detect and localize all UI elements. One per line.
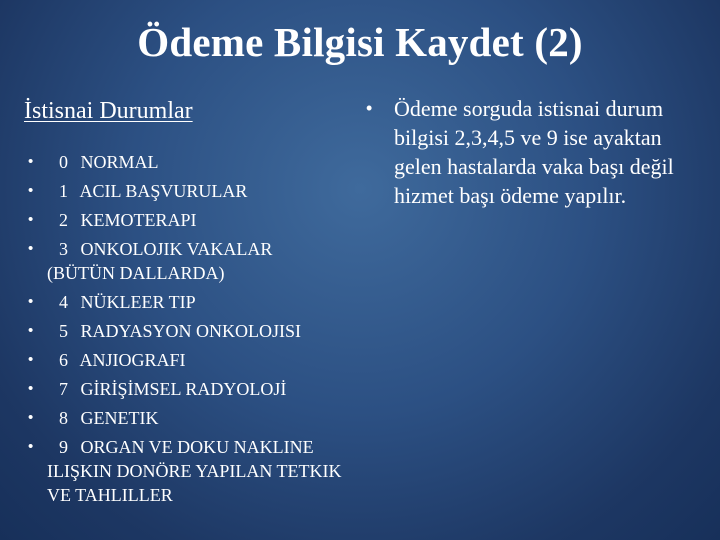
item-code: 4 [59,292,68,312]
bullet-icon: • [28,409,34,426]
list-item [24,208,354,232]
exception-list [24,150,354,512]
list-item [24,179,354,203]
item-code: 0 [59,152,68,172]
bullet-icon: • [28,380,34,397]
bullet-icon: • [28,438,34,455]
list-item [24,150,354,174]
item-code: 1 [59,181,68,201]
item-code: 6 [59,350,68,370]
item-code: 7 [59,379,68,399]
item-label: ACIL BAŞVURULAR [79,181,248,201]
note-paragraph [366,94,701,210]
slide-title: Ödeme Bilgisi Kaydet (2) [137,19,583,65]
bullet-icon: • [28,211,34,228]
bullet-icon: • [366,98,373,118]
list-item [24,435,354,507]
list-item [24,319,354,343]
item-label: RADYASYON ONKOLOJISI [80,321,302,341]
item-label: ANJIOGRAFI [79,350,186,370]
item-label: NÜKLEER TIP [80,292,196,312]
item-code: 2 [59,210,68,230]
item-code: 3 [59,239,68,259]
item-code: 8 [59,408,68,428]
bullet-icon: • [28,351,34,368]
list-item [24,348,354,372]
item-label: KEMOTERAPI [80,210,197,230]
item-label: NORMAL [80,152,159,172]
list-item [24,237,354,285]
bullet-icon: • [28,153,34,170]
item-code: 9 [59,437,68,457]
item-label: ORGAN VE DOKU NAKLINE [80,437,314,457]
section-heading: İstisnai Durumlar [24,98,193,124]
note-text: Ödeme sorguda istisnai durum bilgisi 2,3,4,5 ve 9 ise ayaktan gelen hastalarda vaka başı değil hizmet başı ödeme yapılır. [394,96,674,208]
item-code: 5 [59,321,68,341]
list-item [24,377,354,401]
item-continuation: ILIŞKIN DONÖRE YAPILAN TETKIK VE TAHLILLER [47,461,342,505]
item-label: GİRİŞİMSEL RADYOLOJİ [80,379,287,399]
item-label: GENETIK [80,408,159,428]
item-continuation: (BÜTÜN DALLARDA) [47,263,225,283]
bullet-icon: • [28,182,34,199]
bullet-icon: • [28,293,34,310]
list-item [24,290,354,314]
item-label: ONKOLOJIK VAKALAR [80,239,273,259]
list-item [24,406,354,430]
bullet-icon: • [28,322,34,339]
bullet-icon: • [28,240,34,257]
